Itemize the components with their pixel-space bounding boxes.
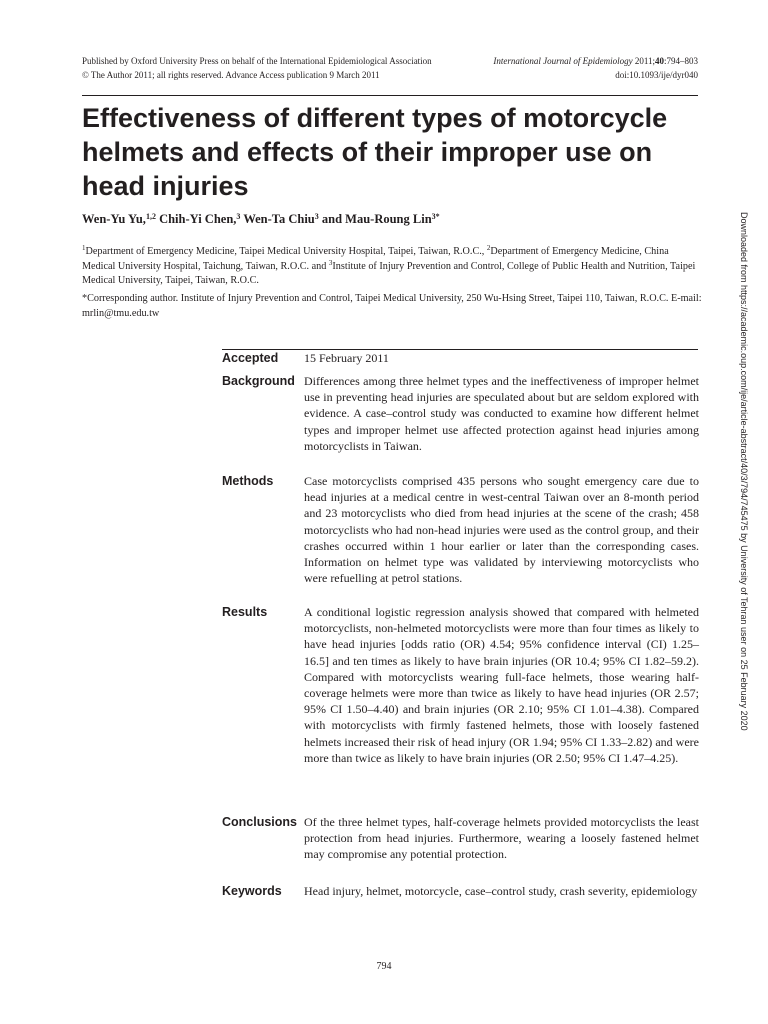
affiliation-1: Department of Emergency Medicine, Taipei Medical University Hospital, Taipei, Taiwan, R.O.C.,: [85, 246, 487, 257]
affiliation-2: Department of Emergency Medicine, China Medical University Hospital, Taichung, Taiwan, R.O.C. and: [82, 246, 669, 272]
journal-name: International Journal of Epidemiology: [493, 56, 633, 66]
journal-citation: [493, 54, 698, 82]
background-label: Background: [222, 374, 295, 388]
methods-text: Case motorcyclists comprised 435 persons who sought emergency care due to head injuries at a medical centre in west-central Taiwan over an 8-month period and 23 motorcyclists who died from head injuries at the scene of the crash; 458 motorcyclists who had non-head injuries were used as the control group, and their crashes occurred within 1 hour earlier or later than the corresponding cases. Information on helmet type was validated by interviewing motorcyclists who were refuelling at petrol stations.: [304, 474, 699, 586]
methods-label: Methods: [222, 474, 274, 488]
publisher-info: [82, 54, 432, 82]
keywords-text: Head injury, helmet, motorcycle, case–control study, crash severity, epidemiology: [304, 884, 698, 898]
article-title: Effectiveness of different types of motorcycle helmets and effects of their improper use on head injuries: [82, 103, 668, 201]
conclusions-label: Conclusions: [222, 815, 298, 829]
page-number: 794: [376, 961, 392, 972]
copyright-line: © The Author 2011; all rights reserved. Advance Access publication 9 March 2011: [82, 70, 380, 80]
author-affil-sup: 3: [314, 212, 319, 221]
journal-volume: 40: [654, 56, 664, 66]
author-name: Wen-Ta Chiu: [243, 212, 315, 226]
affiliation-3: Institute of Injury Prevention and Control, College of Public Health and Nutrition, Taipei Medical University, Taipei, Taiwan, R.O.C.: [82, 260, 696, 286]
journal-year: 2011;: [634, 56, 655, 66]
affiliations: [82, 245, 702, 289]
author-name: Chih-Yi Chen,: [159, 212, 237, 226]
publisher-line: Published by Oxford University Press on behalf of the International Epidemiological Association: [82, 56, 432, 66]
affil-sup: 1: [82, 244, 86, 252]
header-divider: [82, 95, 698, 96]
corresponding-author: *Corresponding author. Institute of Injury Prevention and Control, Taipei Medical University, 250 Wu-Hsing Street, Taipei 110, Taiwan, R.O.C. E-mail: mrlin@tmu.edu.tw: [82, 293, 702, 319]
results-text: A conditional logistic regression analysis showed that compared with helmeted motorcyclists, non-helmeted motorcyclists were more than four times as likely to have head injuries [odds ratio (OR) 4.54; 95% confidence interval (CI) 1.25–16.5] and ten times as likely to have brain injuries (OR 10.4; 95% CI 1.82–59.2). Compared with motorcyclists wearing full-face helmets, those wearing half-coverage helmets were more than twice as likely to have head injuries (OR 2.57; 95% CI 1.50–4.40) and brain injuries (OR 2.10; 95% CI 1.01–4.38). Compared with motorcyclists with firmly fastened helmets, those with loosely fastened helmets increased their risk of head injury (OR 1.94; 95% CI 1.33–2.82) and were more than twice as likely to have brain injuries (OR 2.50; 95% CI 1.47–4.25).: [304, 605, 699, 765]
affil-sup: 3: [328, 258, 333, 267]
author-affil-sup: 3: [236, 212, 241, 221]
keywords-label: Keywords: [222, 884, 282, 898]
accepted-date: 15 February 2011: [304, 351, 389, 365]
accepted-label: Accepted: [222, 351, 279, 365]
download-watermark: Downloaded from https://academic.oup.com/ije/article-abstract/40/3/794/745475 by University of Tehran user on 25 February 2020: [739, 212, 749, 731]
journal-pages: :794–803: [663, 56, 698, 66]
author-name: and Mau-Roung Lin: [321, 212, 432, 226]
doi[interactable]: doi:10.1093/ije/dyr040: [615, 70, 698, 80]
conclusions-text: Of the three helmet types, half-coverage helmets provided motorcyclists the least protection from head injuries. Furthermore, wearing a loosely fastened helmet may compromise any potential protection.: [304, 815, 699, 862]
author-name: Wen-Yu Yu,: [82, 212, 146, 226]
author-affil-sup: 1,2: [145, 212, 156, 221]
author-list: [82, 211, 440, 227]
author-affil-sup: 3*: [431, 212, 440, 221]
background-text: Differences among three helmet types and the ineffectiveness of improper helmet use in preventing head injuries are speculated about but are seldom explored with evidence. A case–control study was conducted to examine how different helmet types and improper helmet use affected protection against head injuries among motorcyclists in Taiwan.: [304, 374, 699, 453]
results-label: Results: [222, 605, 268, 619]
affil-sup: 2: [486, 244, 491, 252]
